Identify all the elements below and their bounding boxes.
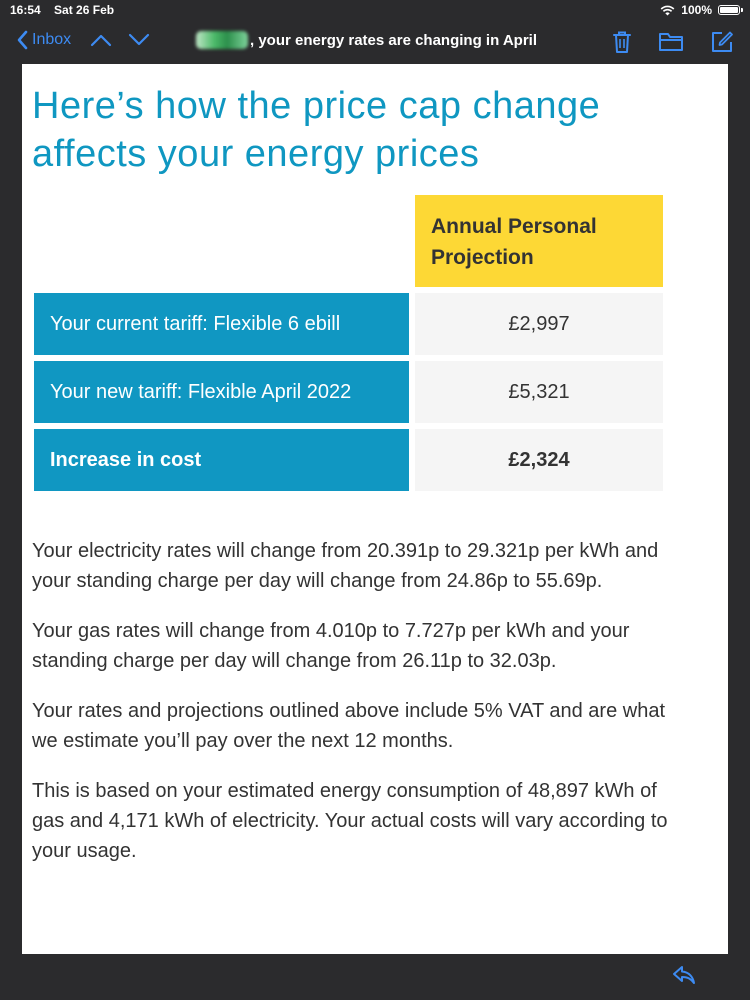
bottom-toolbar [0, 954, 750, 1000]
status-time: 16:54 [10, 3, 41, 17]
email-subject [196, 31, 556, 49]
consumption-paragraph: This is based on your estimated energy consumption of 48,897 kWh of gas and 4,171 kWh of electricity. Your actual costs will vary according to your usage. [32, 780, 668, 862]
status-date: Sat 26 Feb [54, 3, 115, 17]
compose-button[interactable] [710, 30, 734, 54]
reply-button[interactable] [672, 964, 696, 991]
trash-icon [612, 30, 632, 54]
table-row-value-total: £2,324 [415, 429, 663, 491]
compose-icon [710, 30, 734, 54]
table-row-label: Your current tariff: Flexible 6 ebill [34, 293, 409, 355]
folder-icon [658, 30, 684, 52]
chevron-down-icon[interactable] [128, 32, 150, 48]
email-body-text [32, 536, 682, 886]
table-row-value: £5,321 [415, 361, 663, 423]
table-row-label-total: Increase in cost [34, 429, 409, 491]
status-bar [0, 0, 750, 20]
battery-icon [718, 5, 740, 15]
inbox-back-button[interactable] [16, 30, 71, 50]
move-to-folder-button[interactable] [658, 30, 684, 54]
battery-percent: 100% [681, 3, 712, 17]
back-label: Inbox [32, 31, 72, 48]
email-content [22, 64, 728, 954]
chevron-up-icon[interactable] [90, 32, 112, 48]
email-subject-text: , your energy rates are changing in April [250, 31, 538, 49]
reply-icon [672, 964, 696, 986]
trash-button[interactable] [612, 30, 632, 54]
table-row-value: £2,997 [415, 293, 663, 355]
electricity-rates-paragraph: Your electricity rates will change from 20.391p to 29.321p per kWh and your standing charge per day will change from 24.86p to 55.69p. [32, 540, 659, 592]
gas-rates-paragraph: Your gas rates will change from 4.010p to 7.727p per kWh and your standing charge per day will change from 26.11p to 32.03p. [32, 620, 630, 672]
email-headline: Here’s how the price cap change affects your energy prices [32, 85, 601, 175]
redacted-name [196, 31, 248, 49]
mail-nav-bar [0, 20, 750, 64]
wifi-icon [660, 5, 675, 16]
table-row-label: Your new tariff: Flexible April 2022 [34, 361, 409, 423]
chevron-left-icon [16, 30, 28, 50]
table-column-header: Annual Personal Projection [415, 195, 663, 287]
vat-note-paragraph: Your rates and projections outlined above include 5% VAT and are what we estimate you’ll pay over the next 12 months. [32, 700, 666, 752]
